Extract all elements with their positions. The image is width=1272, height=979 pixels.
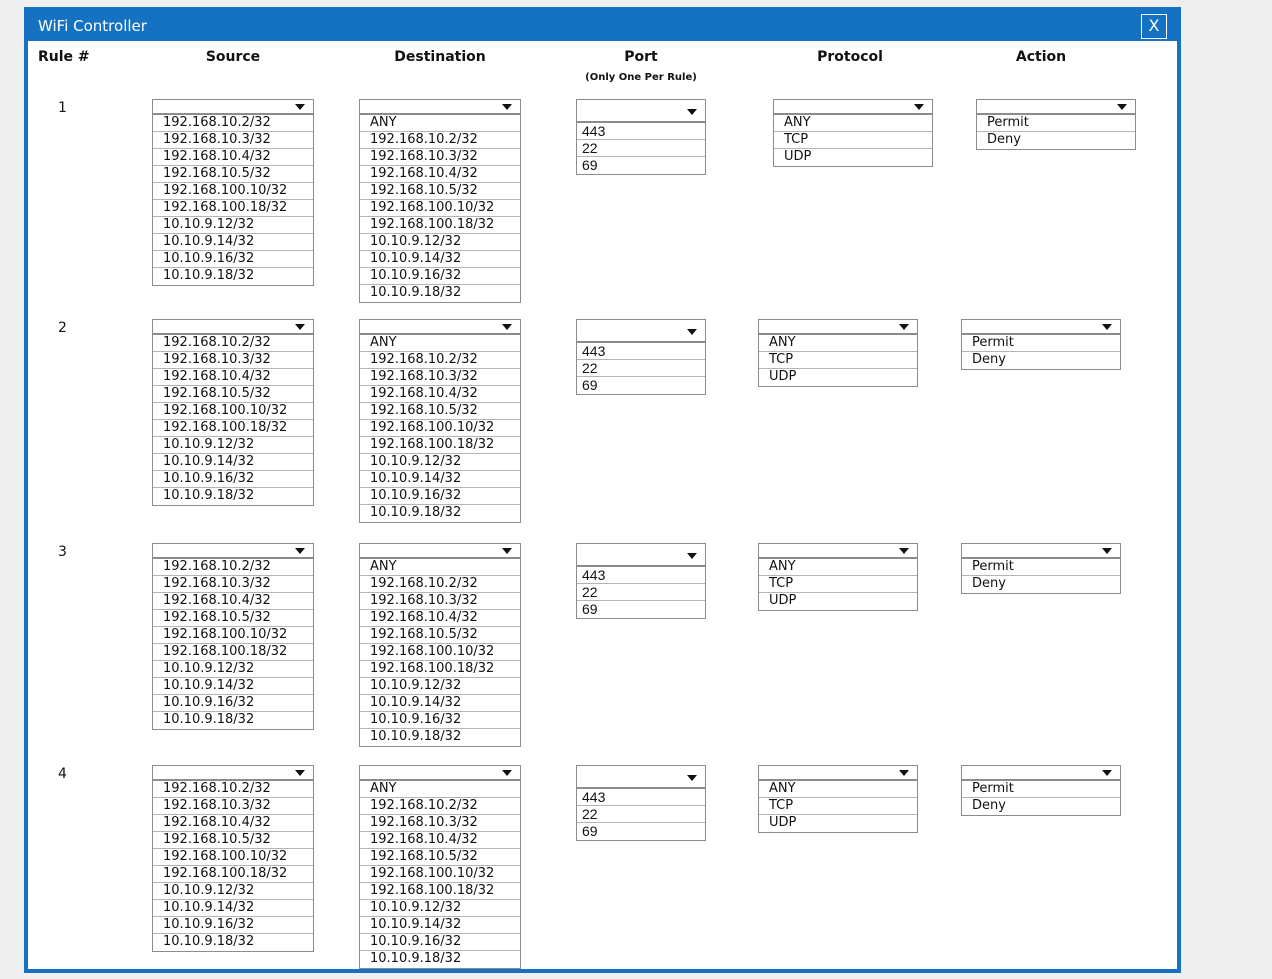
rule-2-action-options <box>961 334 1121 370</box>
protocol-option[interactable]: UDP <box>769 593 797 608</box>
chevron-down-icon <box>502 548 512 554</box>
window-title: WiFi Controller <box>38 17 147 35</box>
source-option[interactable]: 10.10.9.14/32 <box>153 454 313 471</box>
action-option[interactable]: Deny <box>972 352 1006 367</box>
protocol-option[interactable]: ANY <box>759 335 917 352</box>
rule-number-1: 1 <box>58 100 67 116</box>
destination-option[interactable]: 10.10.9.12/32 <box>360 234 520 251</box>
rule-1-action-dropdown[interactable] <box>976 99 1136 114</box>
protocol-option[interactable]: TCP <box>759 798 917 815</box>
rule-4-action-options <box>961 780 1121 816</box>
destination-option[interactable]: 192.168.10.5/32 <box>360 183 520 200</box>
rule-1-destination-options <box>359 114 521 303</box>
rule-2-port-dropdown[interactable] <box>576 319 706 342</box>
header-action: Action <box>1015 49 1067 65</box>
chevron-down-icon <box>687 109 697 115</box>
wifi-controller-window <box>24 7 1181 973</box>
destination-option[interactable]: 10.10.9.14/32 <box>360 695 520 712</box>
destination-option[interactable]: 192.168.100.10/32 <box>360 866 520 883</box>
source-option[interactable]: 192.168.10.2/32 <box>153 781 313 798</box>
action-option[interactable]: Permit <box>962 559 1120 576</box>
rule-3-source-dropdown[interactable] <box>152 543 314 558</box>
source-option[interactable]: 10.10.9.14/32 <box>153 678 313 695</box>
source-option[interactable]: 10.10.9.12/32 <box>153 661 313 678</box>
source-option[interactable]: 192.168.100.18/32 <box>153 420 313 437</box>
destination-option[interactable]: 192.168.100.18/32 <box>360 883 520 900</box>
source-option[interactable]: 10.10.9.14/32 <box>153 900 313 917</box>
action-option[interactable]: Deny <box>987 132 1021 147</box>
source-option[interactable]: 192.168.10.3/32 <box>153 576 313 593</box>
chevron-down-icon <box>295 324 305 330</box>
rule-3-action-options <box>961 558 1121 594</box>
rule-number-4: 4 <box>58 766 67 782</box>
destination-option[interactable]: 192.168.100.10/32 <box>360 420 520 437</box>
source-option[interactable]: 10.10.9.14/32 <box>153 234 313 251</box>
port-option[interactable]: 69 <box>582 823 598 839</box>
destination-option[interactable]: 192.168.10.2/32 <box>360 798 520 815</box>
source-option[interactable]: 10.10.9.12/32 <box>153 883 313 900</box>
chevron-down-icon <box>1117 104 1127 110</box>
destination-option[interactable]: 10.10.9.12/32 <box>360 454 520 471</box>
destination-option[interactable]: 10.10.9.14/32 <box>360 917 520 934</box>
action-option[interactable]: Permit <box>962 781 1120 798</box>
rule-1-source-dropdown[interactable] <box>152 99 314 114</box>
rule-4-protocol-options <box>758 780 918 833</box>
protocol-option[interactable]: ANY <box>774 115 932 132</box>
rule-2-port-selected-value <box>577 324 583 338</box>
source-option[interactable]: 192.168.10.2/32 <box>153 115 313 132</box>
source-option[interactable]: 10.10.9.16/32 <box>153 917 313 934</box>
header-destination: Destination <box>394 49 486 65</box>
destination-option[interactable]: 10.10.9.12/32 <box>360 678 520 695</box>
source-option[interactable]: 192.168.10.2/32 <box>153 335 313 352</box>
chevron-down-icon <box>899 324 909 330</box>
action-option[interactable]: Permit <box>977 115 1135 132</box>
destination-option[interactable]: 192.168.10.3/32 <box>360 815 520 832</box>
destination-option[interactable]: 192.168.100.10/32 <box>360 200 520 217</box>
source-option[interactable]: 192.168.10.4/32 <box>153 815 313 832</box>
destination-option[interactable]: ANY <box>360 115 520 132</box>
source-option[interactable]: 192.168.10.5/32 <box>153 610 313 627</box>
source-option[interactable]: 192.168.10.4/32 <box>153 593 313 610</box>
rule-1-port-options <box>576 122 706 175</box>
header-port: Port <box>624 49 658 65</box>
source-option[interactable]: 10.10.9.18/32 <box>163 712 255 727</box>
destination-option[interactable]: ANY <box>360 559 520 576</box>
protocol-option[interactable]: TCP <box>759 576 917 593</box>
port-option[interactable]: 22 <box>577 806 705 823</box>
protocol-option[interactable]: TCP <box>759 352 917 369</box>
protocol-option[interactable]: UDP <box>784 149 812 164</box>
source-option[interactable]: 192.168.100.10/32 <box>153 849 313 866</box>
destination-option[interactable]: 10.10.9.18/32 <box>370 951 462 966</box>
port-option[interactable]: 443 <box>577 123 705 140</box>
chevron-down-icon <box>502 104 512 110</box>
rule-2-protocol-options <box>758 334 918 387</box>
rule-3-port-dropdown[interactable] <box>576 543 706 566</box>
chevron-down-icon <box>295 548 305 554</box>
protocol-option[interactable]: UDP <box>769 369 797 384</box>
chevron-down-icon <box>899 548 909 554</box>
source-option[interactable]: 192.168.100.10/32 <box>153 627 313 644</box>
source-option[interactable]: 192.168.100.18/32 <box>153 200 313 217</box>
rule-3-destination-options <box>359 558 521 747</box>
port-option[interactable]: 443 <box>577 567 705 584</box>
destination-option[interactable]: 192.168.10.5/32 <box>360 403 520 420</box>
rule-3-protocol-dropdown[interactable] <box>758 543 918 558</box>
destination-option[interactable]: 10.10.9.14/32 <box>360 251 520 268</box>
chevron-down-icon <box>914 104 924 110</box>
destination-option[interactable]: 10.10.9.16/32 <box>360 712 520 729</box>
action-option[interactable]: Permit <box>962 335 1120 352</box>
source-option[interactable]: 192.168.100.18/32 <box>153 866 313 883</box>
source-option[interactable]: 192.168.100.10/32 <box>153 183 313 200</box>
rule-2-protocol-dropdown[interactable] <box>758 319 918 334</box>
rule-1-action-options <box>976 114 1136 150</box>
destination-option[interactable]: 10.10.9.18/32 <box>370 505 462 520</box>
protocol-option[interactable]: ANY <box>759 559 917 576</box>
rule-4-action-dropdown[interactable] <box>961 765 1121 780</box>
destination-option[interactable]: 192.168.100.18/32 <box>360 437 520 454</box>
source-option[interactable]: 192.168.10.3/32 <box>153 798 313 815</box>
rule-1-destination-dropdown[interactable] <box>359 99 521 114</box>
rule-2-action-dropdown[interactable] <box>961 319 1121 334</box>
destination-option[interactable]: 192.168.100.10/32 <box>360 644 520 661</box>
chevron-down-icon <box>1102 770 1112 776</box>
destination-option[interactable]: 10.10.9.18/32 <box>370 285 462 300</box>
rule-2-source-options <box>152 334 314 506</box>
header-source: Source <box>205 49 261 65</box>
chevron-down-icon <box>295 104 305 110</box>
port-option[interactable]: 22 <box>577 584 705 601</box>
destination-option[interactable]: 10.10.9.16/32 <box>360 488 520 505</box>
rule-4-port-options <box>576 788 706 841</box>
source-option[interactable]: 192.168.10.3/32 <box>153 352 313 369</box>
source-option[interactable]: 10.10.9.12/32 <box>153 217 313 234</box>
header-rule-number: Rule # <box>38 49 90 65</box>
rule-4-port-dropdown[interactable] <box>576 765 706 788</box>
destination-option[interactable]: 192.168.10.3/32 <box>360 369 520 386</box>
close-button[interactable]: X <box>1141 14 1167 39</box>
destination-option[interactable]: 192.168.10.2/32 <box>360 576 520 593</box>
rule-number-2: 2 <box>58 320 67 336</box>
rule-2-source-dropdown[interactable] <box>152 319 314 334</box>
chevron-down-icon <box>687 775 697 781</box>
rule-1-protocol-options <box>773 114 933 167</box>
source-option[interactable]: 192.168.10.5/32 <box>153 166 313 183</box>
protocol-option[interactable]: ANY <box>759 781 917 798</box>
rule-2-port-options <box>576 342 706 395</box>
action-option[interactable]: Deny <box>972 576 1006 591</box>
port-option[interactable]: 22 <box>577 140 705 157</box>
source-option[interactable]: 192.168.100.10/32 <box>153 403 313 420</box>
rule-1-protocol-dropdown[interactable] <box>773 99 933 114</box>
protocol-option[interactable]: UDP <box>769 815 797 830</box>
rule-2-destination-dropdown[interactable] <box>359 319 521 334</box>
port-option[interactable]: 69 <box>582 377 598 393</box>
rule-3-action-dropdown[interactable] <box>961 543 1121 558</box>
rule-1-port-selected-value <box>577 104 583 118</box>
header-protocol: Protocol <box>817 49 883 65</box>
source-option[interactable]: 10.10.9.12/32 <box>153 437 313 454</box>
destination-option[interactable]: 192.168.10.3/32 <box>360 593 520 610</box>
port-option[interactable]: 443 <box>577 789 705 806</box>
source-option[interactable]: 192.168.10.4/32 <box>153 149 313 166</box>
rule-number-3: 3 <box>58 544 67 560</box>
port-option[interactable]: 69 <box>582 601 598 617</box>
chevron-down-icon <box>502 770 512 776</box>
title-bar <box>28 11 1177 41</box>
source-option[interactable]: 192.168.10.5/32 <box>153 386 313 403</box>
rule-4-port-selected-value <box>577 770 583 784</box>
destination-option[interactable]: ANY <box>360 781 520 798</box>
source-option[interactable]: 10.10.9.16/32 <box>153 471 313 488</box>
destination-option[interactable]: 192.168.10.4/32 <box>360 386 520 403</box>
destination-option[interactable]: 10.10.9.16/32 <box>360 934 520 951</box>
destination-option[interactable]: ANY <box>360 335 520 352</box>
rule-3-port-selected-value <box>577 548 583 562</box>
rule-3-destination-dropdown[interactable] <box>359 543 521 558</box>
action-option[interactable]: Deny <box>972 798 1006 813</box>
header-port-note: (Only One Per Rule) <box>585 72 697 83</box>
source-option[interactable]: 192.168.10.4/32 <box>153 369 313 386</box>
destination-option[interactable]: 192.168.10.2/32 <box>360 132 520 149</box>
destination-option[interactable]: 192.168.10.4/32 <box>360 610 520 627</box>
rule-4-source-options <box>152 780 314 952</box>
source-option[interactable]: 10.10.9.16/32 <box>153 251 313 268</box>
chevron-down-icon <box>295 770 305 776</box>
destination-option[interactable]: 192.168.10.3/32 <box>360 149 520 166</box>
rule-1-source-options <box>152 114 314 286</box>
rule-3-protocol-options <box>758 558 918 611</box>
source-option[interactable]: 10.10.9.18/32 <box>163 934 255 949</box>
source-option[interactable]: 192.168.10.5/32 <box>153 832 313 849</box>
source-option[interactable]: 10.10.9.18/32 <box>163 488 255 503</box>
rule-1-port-dropdown[interactable] <box>576 99 706 122</box>
rule-4-destination-dropdown[interactable] <box>359 765 521 780</box>
destination-option[interactable]: 192.168.10.4/32 <box>360 832 520 849</box>
destination-option[interactable]: 10.10.9.18/32 <box>370 729 462 744</box>
destination-option[interactable]: 192.168.10.2/32 <box>360 352 520 369</box>
destination-option[interactable]: 10.10.9.14/32 <box>360 471 520 488</box>
chevron-down-icon <box>1102 548 1112 554</box>
destination-option[interactable]: 192.168.10.4/32 <box>360 166 520 183</box>
rule-2-destination-options <box>359 334 521 523</box>
port-option[interactable]: 22 <box>577 360 705 377</box>
chevron-down-icon <box>687 553 697 559</box>
rule-4-source-dropdown[interactable] <box>152 765 314 780</box>
destination-option[interactable]: 10.10.9.16/32 <box>360 268 520 285</box>
destination-option[interactable]: 192.168.100.18/32 <box>360 217 520 234</box>
protocol-option[interactable]: TCP <box>774 132 932 149</box>
destination-option[interactable]: 192.168.10.5/32 <box>360 849 520 866</box>
port-option[interactable]: 69 <box>582 157 598 173</box>
destination-option[interactable]: 10.10.9.12/32 <box>360 900 520 917</box>
source-option[interactable]: 192.168.10.3/32 <box>153 132 313 149</box>
rule-3-port-options <box>576 566 706 619</box>
destination-option[interactable]: 192.168.10.5/32 <box>360 627 520 644</box>
source-option[interactable]: 192.168.100.18/32 <box>153 644 313 661</box>
port-option[interactable]: 443 <box>577 343 705 360</box>
destination-option[interactable]: 192.168.100.18/32 <box>360 661 520 678</box>
chevron-down-icon <box>899 770 909 776</box>
source-option[interactable]: 192.168.10.2/32 <box>153 559 313 576</box>
source-option[interactable]: 10.10.9.18/32 <box>163 268 255 283</box>
rule-4-protocol-dropdown[interactable] <box>758 765 918 780</box>
rule-4-destination-options <box>359 780 521 969</box>
chevron-down-icon <box>1102 324 1112 330</box>
chevron-down-icon <box>502 324 512 330</box>
source-option[interactable]: 10.10.9.16/32 <box>153 695 313 712</box>
rule-3-source-options <box>152 558 314 730</box>
chevron-down-icon <box>687 329 697 335</box>
